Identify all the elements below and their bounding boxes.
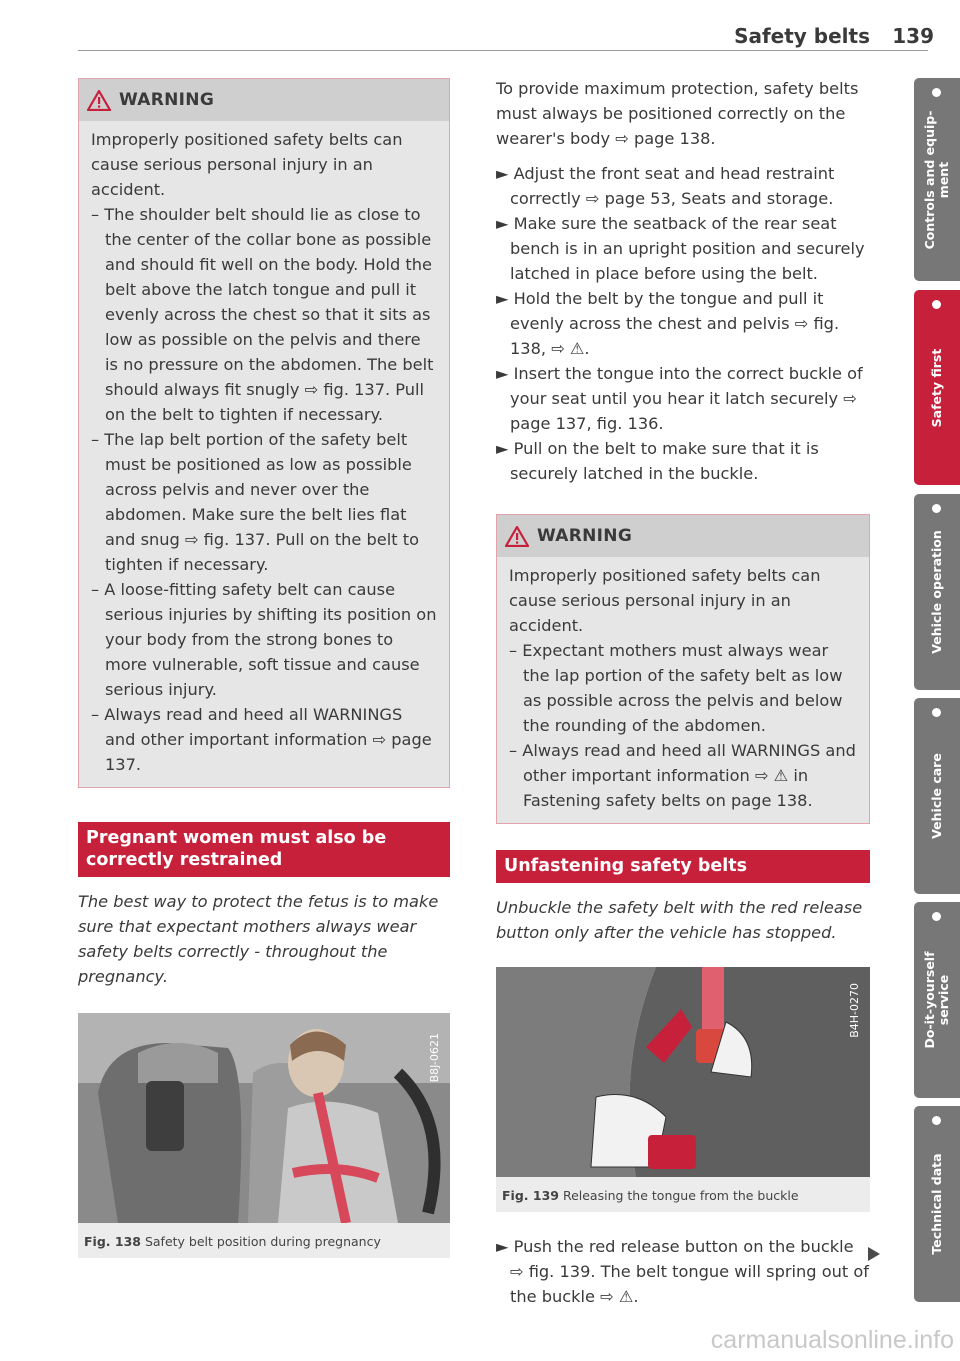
- warning-bullet: – Always read and heed all WARNINGS and other important information ⇨ ⚠ in Fastening safety belts on page 138.: [509, 741, 856, 810]
- page-number: 139: [892, 24, 934, 48]
- tab-label: Safety first: [929, 348, 944, 427]
- left-column: [78, 78, 450, 1258]
- warning-box-2: [496, 514, 870, 824]
- step-item: ► Adjust the front seat and head restraint correctly ⇨ page 53, Seats and storage.: [496, 164, 835, 208]
- section-title-unfastening: Unfastening safety belts: [496, 850, 870, 883]
- section-intro: Unbuckle the safety belt with the red release button only after the vehicle has stopped.: [496, 898, 863, 942]
- tab-controls[interactable]: [914, 78, 960, 281]
- warning-body: [497, 557, 869, 823]
- warning-triangle-icon: [87, 90, 111, 111]
- figure-caption: Fig. 138 Safety belt position during pregnancy: [84, 1234, 381, 1249]
- warning-bullet: – A loose-fitting safety belt can cause serious injuries by shifting its position on your body from the strong bones to more vulnerable, soft tissue and cause serious injury.: [91, 580, 437, 699]
- tab-dot-icon: [932, 708, 941, 717]
- buckle-release-illustration: [496, 967, 870, 1177]
- section-title-pregnant: Pregnant women must also be correctly restrained: [78, 822, 450, 877]
- step-item: ► Hold the belt by the tongue and pull it evenly across the chest and pelvis ⇨ fig. 138, ⇨ ⚠.: [496, 289, 840, 358]
- tab-label: Vehicle care: [929, 753, 944, 839]
- figure-code: B8J-0621: [428, 1033, 441, 1083]
- tab-dot-icon: [932, 1116, 941, 1125]
- tab-do-it-yourself[interactable]: [914, 902, 960, 1098]
- step-list: [496, 161, 870, 486]
- tab-safety-first[interactable]: [914, 290, 960, 485]
- tab-label: Technical data: [929, 1153, 944, 1255]
- section-intro: The best way to protect the fetus is to make sure that expectant mothers always wear safety belts correctly - throughout the pregnancy.: [78, 892, 439, 986]
- tab-vehicle-care[interactable]: [914, 698, 960, 894]
- step-item: ► Make sure the seatback of the rear seat bench is in an upright position and securely latched in place before using the belt.: [496, 214, 865, 283]
- warning-bullet: – Expectant mothers must always wear the lap portion of the safety belt as low as possible across the pelvis and below the rounding of the abdomen.: [509, 641, 843, 735]
- tab-dot-icon: [932, 300, 941, 309]
- tab-dot-icon: [932, 88, 941, 97]
- figure-caption: Fig. 139 Releasing the tongue from the buckle: [502, 1188, 799, 1203]
- tab-dot-icon: [932, 912, 941, 921]
- step-item: ► Pull on the belt to make sure that it is securely latched in the buckle.: [496, 439, 819, 483]
- warning-intro: Improperly positioned safety belts can cause serious personal injury in an accident.: [91, 130, 403, 199]
- watermark: carmanualsonline.info: [710, 1326, 954, 1354]
- continue-arrow-icon: [866, 1245, 882, 1263]
- warning-bullet: – Always read and heed all WARNINGS and other important information ⇨ page 137.: [91, 705, 432, 774]
- warning-body: [79, 121, 449, 787]
- warning-box: [78, 78, 450, 788]
- tab-technical-data[interactable]: [914, 1106, 960, 1302]
- tab-label: Controls and equip- ment: [922, 110, 951, 249]
- header-title: Safety belts: [734, 24, 870, 48]
- tab-label: Do-it-yourself service: [922, 951, 951, 1049]
- header-rule: [78, 50, 928, 51]
- figure-138: [78, 1013, 450, 1258]
- right-intro: To provide maximum protection, safety belts must always be positioned correctly on the wearer's body ⇨ page 138.: [496, 79, 859, 148]
- figure-139: [496, 967, 870, 1212]
- tab-label: Vehicle operation: [929, 530, 944, 654]
- warning-header: [79, 79, 449, 121]
- figure-code: B4H-0270: [848, 983, 861, 1038]
- warning-bullet: – The lap belt portion of the safety belt must be positioned as low as possible across pelvis and never over the abdomen. Make sure the belt lies flat and snug ⇨ fig. 137. Pull on the belt to tighten if necessary.: [91, 430, 420, 574]
- tab-vehicle-operation[interactable]: [914, 494, 960, 690]
- step-item: ► Push the red release button on the buckle ⇨ fig. 139. The belt tongue will spring out of the buckle ⇨ ⚠.: [496, 1237, 869, 1306]
- warning-intro: Improperly positioned safety belts can cause serious personal injury in an accident.: [509, 566, 821, 635]
- pregnancy-belt-illustration: [78, 1013, 450, 1223]
- tab-dot-icon: [932, 504, 941, 513]
- step-item: ► Insert the tongue into the correct buckle of your seat until you hear it latch securely ⇨ page 137, fig. 136.: [496, 364, 863, 433]
- warning-label: WARNING: [537, 525, 633, 546]
- warning-label: WARNING: [119, 89, 215, 110]
- warning-header: [497, 515, 869, 557]
- right-column: [496, 76, 870, 1309]
- warning-bullet: – The shoulder belt should lie as close to the center of the collar bone as possible and should fit well on the body. Hold the belt above the latch tongue and pull it evenly across the chest so that it sits as low as possible on the pelvis and there is no pressure on the abdomen. The belt should always fit snugly ⇨ fig. 137. Pull on the belt to tighten if necessary.: [91, 205, 434, 424]
- warning-triangle-icon: [505, 526, 529, 547]
